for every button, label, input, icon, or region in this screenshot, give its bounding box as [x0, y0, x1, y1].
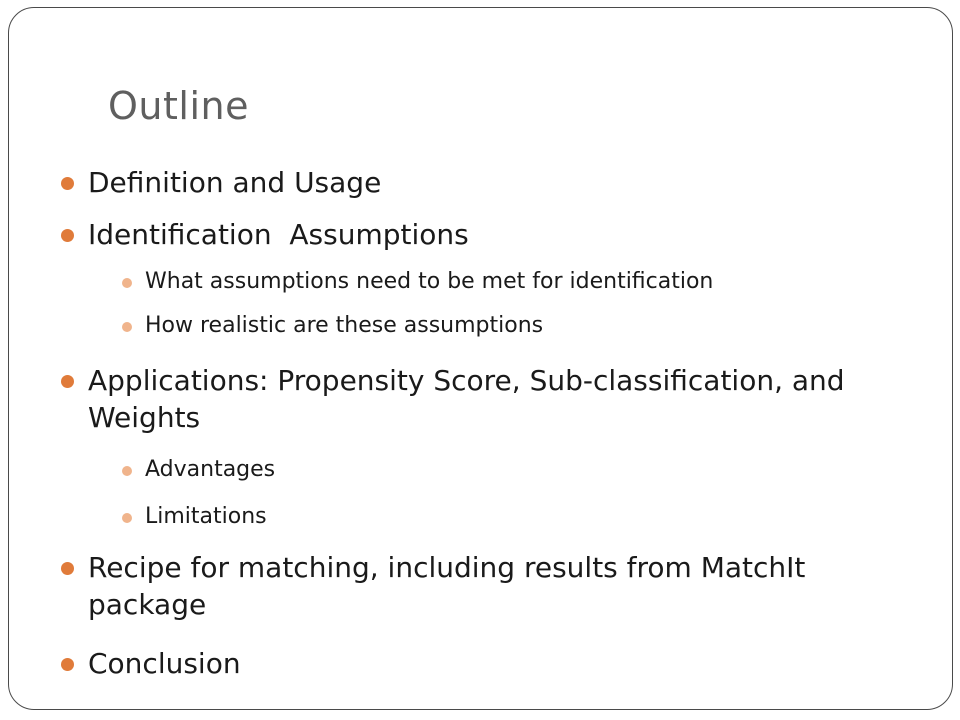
bullet-recipe-for-matching [88, 549, 918, 623]
sub-bullet-text: Advantages [145, 457, 276, 482]
sub-bullet-dot-icon [122, 513, 132, 523]
bullet-text: Applications: Propensity Score, Sub-classification, and Weights [88, 364, 845, 434]
sub-bullet-how-realistic [145, 312, 925, 340]
bullet-text: Recipe for matching, including results from MatchIt package [88, 551, 806, 621]
sub-bullet-text: What assumptions need to be met for identification [145, 269, 714, 294]
sub-bullet-dot-icon [122, 466, 132, 476]
sub-bullet-dot-icon [122, 278, 132, 288]
bullet-dot-icon [61, 177, 74, 190]
bullet-text: Conclusion [88, 647, 241, 680]
sub-bullet-advantages [145, 456, 925, 484]
bullet-text: Identification Assumptions [88, 218, 469, 251]
sub-bullet-what-assumptions [145, 268, 925, 296]
sub-bullet-limitations [145, 503, 925, 531]
sub-bullet-text: How realistic are these assumptions [145, 313, 544, 338]
bullet-applications [88, 362, 918, 436]
bullet-dot-icon [61, 562, 74, 575]
slide-title: Outline [108, 84, 249, 128]
bullet-dot-icon [61, 375, 74, 388]
bullet-definition-and-usage [88, 164, 918, 201]
bullet-conclusion [88, 645, 918, 682]
sub-bullet-dot-icon [122, 322, 132, 332]
bullet-dot-icon [61, 229, 74, 242]
bullet-dot-icon [61, 658, 74, 671]
sub-bullet-text: Limitations [145, 504, 267, 529]
bullet-identification-assumptions [88, 216, 918, 253]
bullet-text: Definition and Usage [88, 166, 382, 199]
